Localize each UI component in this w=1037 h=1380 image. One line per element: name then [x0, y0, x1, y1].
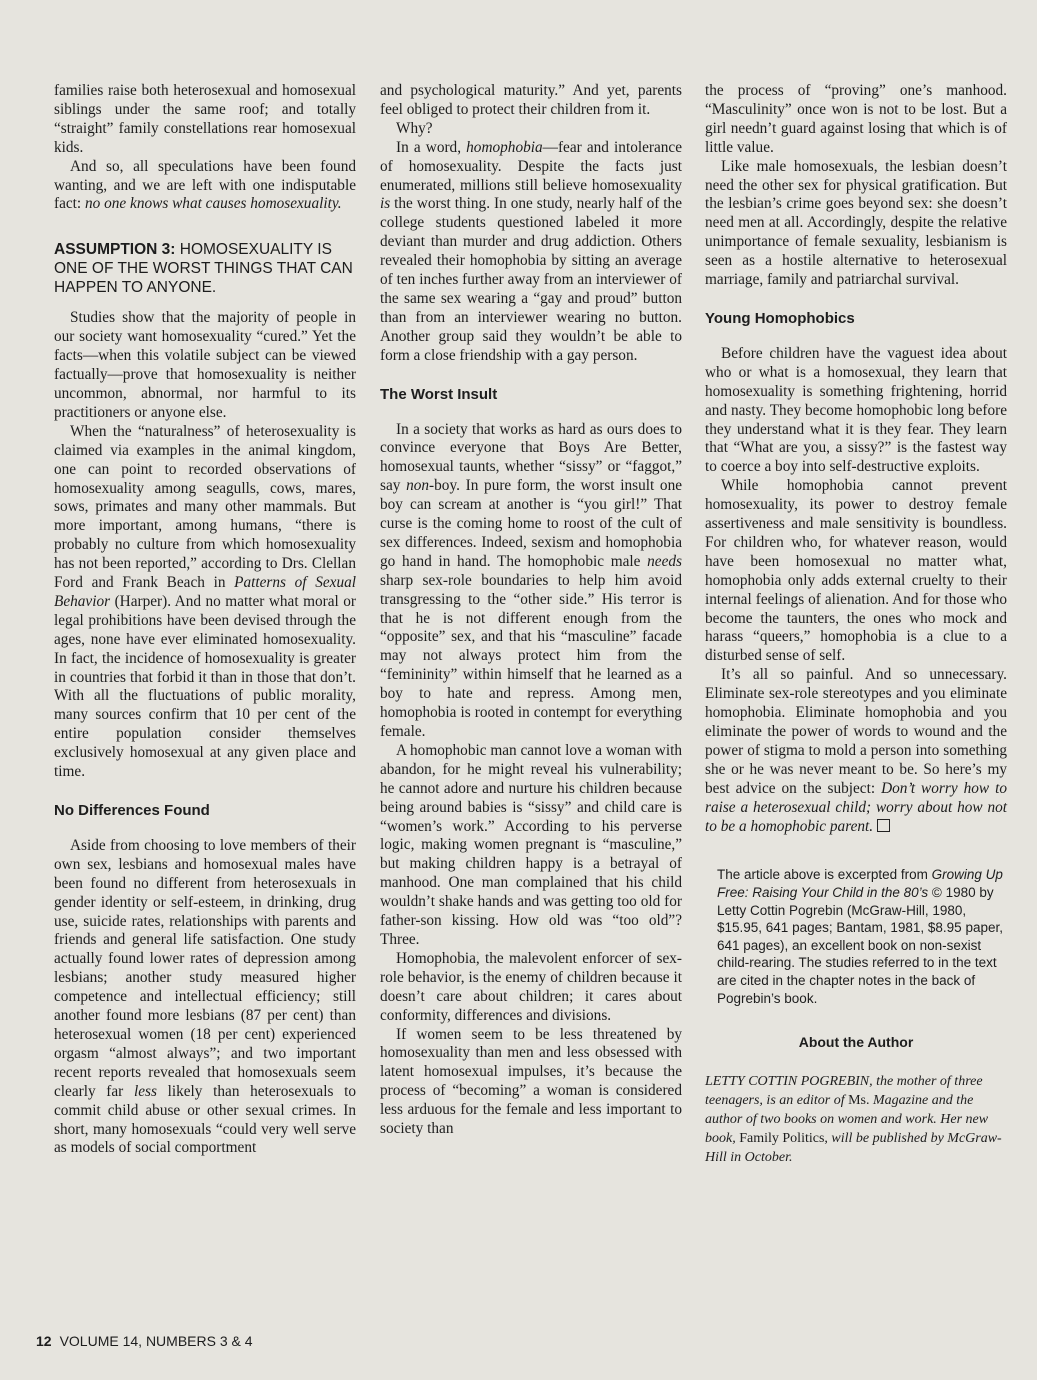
volume-label: VOLUME 14, NUMBERS 3 & 4 [59, 1333, 253, 1349]
paragraph: In a word, homophobia—fear and intolerance of homosexuality. Despite the facts just enumerated, millions still believe homosexuality is the worst thing. In one study, nearly half of the college students questioned labeled it more deviant than murder and drug addiction. Others revealed their homophobia by sitting an average of ten inches further away from an interviewer of the same sex wearing a “gay and proud” button than from an interviewer wearing no button. Another group said they wouldn’t be able to form a close friendship with a gay person. [380, 138, 682, 364]
paragraph: A homophobic man cannot love a woman with abandon, for he might reveal his vulnerability; he cannot adore and nurture his children because being around babies is “sissy” and child care is “women’s work.” According to his perverse logic, making women pregnant is “masculine,” but making children happy is a betrayal of manhood. One man complained that his child wouldn’t shake hands and was getting too old for father-son kissing. How old was “too old”? Three. [380, 741, 682, 948]
assumption-heading: ASSUMPTION 3: HOMOSEXUALITY IS ONE OF THE WORST THINGS THAT CAN HAPPEN TO ANYONE. [54, 241, 353, 297]
column-left [54, 82, 356, 1158]
paragraph: Studies show that the majority of people in our society want homosexuality “cured.” Yet the facts—when this volatile subject can be viewed factually—prove that homosexuality is neither uncommon, abnormal, nor harmful to its practitioners or anyone else. [54, 309, 356, 421]
paragraph: And so, all speculations have been found wanting, and we are left with one indisputable fact: no one knows what causes homosexuality. [54, 157, 356, 213]
paragraph: Homophobia, the malevolent enforcer of sex-role behavior, is the enemy of children because it doesn’t care about children; it cares about conformity, differences and divisions. [380, 949, 682, 1024]
paragraph: When the “naturalness” of heterosexuality is claimed via examples in the animal kingdom, one can point to recorded observations of homosexuality among seagulls, cows, mares, sows, primates and many other mammals. But more important, among humans, “there is probably no culture from which homosexuality has not been reported,” according to Drs. Clellan Ford and Frank Beach in Patterns of Sexual Behavior (Harper). And no matter what moral or legal prohibitions have been devised through the ages, none have ever eliminated homosexuality. In fact, the incidence of homosexuality is greater in countries that forbid it than in those that don’t. With all the fluctuations of public morality, many sources confirm that 10 per cent of the entire population consider themselves exclusively homosexual at any given place and time. [54, 422, 356, 781]
excerpt-note: The article above is excerpted from Growing Up Free: Raising Your Child in the 80’s © 1980 by Letty Cottin Pogrebin (McGraw-Hill, 1980, $15.95, 641 pages; Bantam, 1981, $8.95 paper, 641 pages), an excellent book on non-sexist child-rearing. The studies referred to in the text are cited in the chapter notes in the back of Pogrebin’s book. [717, 867, 1003, 1006]
paragraph: and psychological maturity.” And yet, parents feel obliged to protect their children from it. [380, 82, 682, 118]
section-heading: No Differences Found [54, 802, 210, 819]
paragraph: families raise both heterosexual and homosexual siblings under the same roof; and totally “straight” family constellations rear homosexual kids. [54, 82, 356, 156]
paragraph: While homophobia cannot prevent homosexuality, its power to destroy female assertiveness and male sensitivity is boundless. For children who, for whatever reason, would have been homosexual no matter what, homophobia only adds external cruelty to their internal feelings of alienation. And for those who become the taunters, the ones who mock and harass “queers,” homophobia is a clue to a disturbed sense of self. [705, 477, 1007, 665]
author-bio: LETTY COTTIN POGREBIN, the mother of three teenagers, is an editor of Ms. Magazine and the author of two books on women and work. Her new book, Family Politics, will be published by McGraw-Hill in October. [705, 1074, 1002, 1166]
paragraph: Aside from choosing to love members of their own sex, lesbians and homosexual males have been found no different from heterosexuals in gender identity or self-esteem, in drinking, drug use, suicide rates, relationships with parents and friends and general life satisfaction. One study actually found lower rates of depression among lesbians; another study measured higher competence and intellectual efficiency; still another found more lesbians (87 per cent) than heterosexual women (18 per cent) experienced orgasm “almost always”; and two important recent reports revealed that homosexuals seem clearly far less likely than heterosexuals to commit child abuse or other sexual crimes. In short, many homosexuals “could very well serve as models of social comportment [54, 836, 356, 1157]
page-footer [36, 1333, 253, 1349]
paragraph: In a society that works as hard as ours does to convince everyone that Boys Are Better, homosexual taunts, whether “sissy” or “faggot,” say non-boy. In pure form, the worst insult one boy can scream at another is “you girl!” That curse is the coming home to roost of the cult of sex differences. Indeed, sexism and homophobia go hand in hand. The homophobic male needs sharp sex-role boundaries to help him avoid transgressing to the “other side.” His terror is that he is not different enough from the “opposite” sex, and that his “masculine” facade may not always protect him from the “femininity” within himself that he learned as a boy to hate and repress. Among men, homophobia is rooted in contempt for everything female. [380, 420, 683, 740]
section-heading: Young Homophobics [705, 309, 855, 327]
section-heading: The Worst Insult [380, 385, 498, 403]
column-right [705, 82, 1007, 1167]
paragraph: Like male homosexuals, the lesbian doesn’t need the other sex for physical gratification. But the lesbian’s crime goes beyond sex: she doesn’t need men at all. Accordingly, despite the relative unimportance of female sexuality, lesbianism is seen as a hostile alternative to heterosexual marriage, family and patriarchal survival. [705, 157, 1007, 289]
paragraph: the process of “proving” one’s manhood. “Masculinity” once won is not to be lost. But a girl needn’t guard against losing that which is of little value. [705, 82, 1007, 156]
paragraph: Before children have the vaguest idea about who or what is a homosexual, they learn that homosexuality is something frightening, horrid and nasty. They become homophobic long before they understand what it is they fear. They learn that “What are you, a sissy?” is the fastest way to coerce a boy into self-destructive exploits. [705, 344, 1007, 476]
paragraph: If women seem to be less threatened by homosexuality than men and less obsessed with latent homosexual impulses, it’s because the process of “becoming” a woman is considered less arduous for the female and less important to society than [380, 1025, 682, 1138]
paragraph: Why? [396, 119, 433, 137]
paragraph: It’s all so painful. And so unnecessary. Eliminate sex-role stereotypes and you eliminate homophobia. Eliminate homophobia and you eliminate the power of words to wound and the power of stigma to mold a person into something she or he was never meant to be. So here’s my best advice on the subject: Don’t worry how to raise a heterosexual child; worry about how not to be a homophobic parent. [705, 666, 1007, 835]
page-number: 12 [36, 1333, 52, 1349]
about-author-heading: About the Author [798, 1034, 914, 1051]
column-middle [380, 82, 682, 1139]
end-mark-icon [877, 819, 890, 832]
